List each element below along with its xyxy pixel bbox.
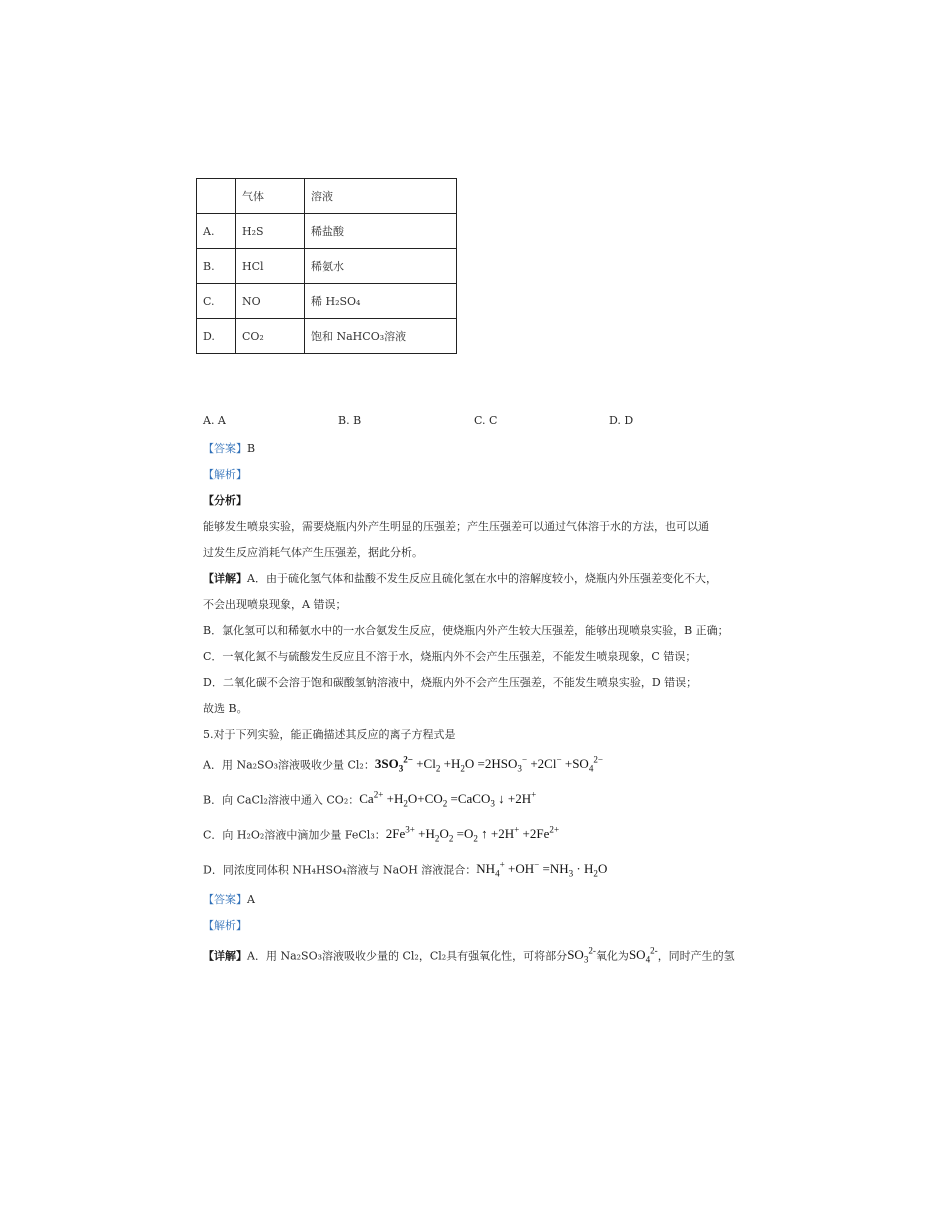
option-a-equation: $3SO_3^{2-} +Cl_2 +H_2O =2HSO_3^- +2Cl^- +SO_4^{2-}$	[374, 755, 604, 774]
q4-options	[203, 414, 763, 428]
table-cell-solution: 稀盐酸	[305, 214, 457, 249]
gas-solution-table	[196, 178, 457, 354]
answer-value: B	[247, 442, 256, 455]
table-row	[197, 214, 457, 249]
table-header-cell: 溶液	[305, 179, 457, 214]
detail-text-1: A．用 Na₂SO₃溶液吸收少量的 Cl₂，Cl₂具有强氧化性，可将部分	[247, 949, 568, 963]
table-header-cell: 气体	[236, 179, 305, 214]
table-cell-option: A.	[197, 214, 236, 249]
table-cell-solution: 稀 H₂SO₄	[305, 284, 457, 319]
answer-tag: 【答案】	[203, 893, 247, 906]
option-c: C. C	[474, 414, 498, 427]
table-cell-option: C.	[197, 284, 236, 319]
q5-stem: 5.对于下列实验，能正确描述其反应的离子方程式是	[203, 728, 456, 741]
option-c-text: C．向 H₂O₂溶液中滴加少量 FeCl₃：	[203, 828, 386, 842]
table-cell-gas: CO₂	[236, 319, 305, 354]
option-d: D. D	[609, 414, 634, 427]
detail-text-2: 氧化为	[595, 949, 629, 963]
q4-detail-c: C．一氧化氮不与硫酸发生反应且不溶于水，烧瓶内外不会产生压强差，不能发生喷泉现象，C 错误；	[203, 650, 697, 663]
table-row	[197, 319, 457, 354]
table-cell-option: D.	[197, 319, 236, 354]
q4-fenxi-line-1: 能够发生喷泉实验，需要烧瓶内外产生明显的压强差；产生压强差可以通过气体溶于水的方法，也可以通	[203, 520, 709, 533]
q5-option-d	[203, 860, 607, 879]
detail-tag: 【详解】	[203, 949, 247, 963]
q4-detail-b: B．氯化氢可以和稀氨水中的一水合氨发生反应，使烧瓶内外产生较大压强差，能够出现喷泉实验，B 正确；	[203, 624, 729, 637]
option-b: B. B	[338, 414, 362, 427]
q5-detail-a	[203, 946, 735, 965]
option-b-text: B．向 CaCl₂溶液中通入 CO₂：	[203, 793, 360, 807]
table-row	[197, 284, 457, 319]
option-d-equation: $NH_4^+ +OH^- =NH_3 \cdot H_2O$	[476, 860, 608, 879]
analysis-tag: 【解析】	[203, 468, 247, 481]
option-d-text: D．同浓度同体积 NH₄HSO₄溶液与 NaOH 溶液混合：	[203, 863, 477, 877]
q5-option-c	[203, 825, 559, 844]
option-a-text: A．用 Na₂SO₃溶液吸收少量 Cl₂：	[203, 758, 375, 772]
sulfate-ion: $SO_4^{2-}$	[628, 946, 658, 965]
option-a: A. A	[203, 414, 226, 427]
table-cell-solution: 饱和 NaHCO₃溶液	[305, 319, 457, 354]
table-header-row	[197, 179, 457, 214]
table-cell-option: B.	[197, 249, 236, 284]
q5-option-a	[203, 755, 603, 774]
table-cell-gas: H₂S	[236, 214, 305, 249]
table-cell-solution: 稀氨水	[305, 249, 457, 284]
table-cell-gas: HCl	[236, 249, 305, 284]
table-row	[197, 249, 457, 284]
q4-answer	[203, 440, 255, 456]
q4-detail-a-line-2: 不会出现喷泉现象，A 错误；	[203, 598, 347, 611]
analysis-tag: 【解析】	[203, 919, 247, 932]
detail-tag: 【详解】	[203, 572, 247, 585]
q5-option-b	[203, 790, 536, 809]
sulfite-ion: $SO_3^{2-}$	[567, 946, 596, 965]
q4-fenxi-line-2: 过发生反应消耗气体产生压强差，据此分析。	[203, 546, 423, 559]
q4-fenxi-tag: 【分析】	[203, 494, 247, 507]
option-b-equation: $Ca^{2+} +H_2O+CO_2$ =CaCO$_3$ ↓ +2H+	[359, 790, 537, 809]
q5-answer	[203, 891, 255, 907]
detail-text: A．由于硫化氢气体和盐酸不发生反应且硫化氢在水中的溶解度较小，烧瓶内外压强差变化不大，	[247, 572, 717, 585]
q4-conclusion: 故选 B。	[203, 702, 248, 715]
q4-detail-a-line-1	[203, 570, 717, 586]
q4-analysis-tag	[203, 466, 247, 482]
table-cell-gas: NO	[236, 284, 305, 319]
q5-analysis-tag	[203, 917, 247, 933]
answer-value: A	[247, 893, 255, 906]
detail-text-3: ，同时产生的氢	[657, 949, 735, 963]
q4-detail-d: D．二氧化碳不会溶于饱和碳酸氢钠溶液中，烧瓶内外不会产生压强差，不能发生喷泉实验，D 错误；	[203, 676, 698, 689]
option-c-equation: $2Fe^{3+} +H_2O_2 =O_2$ ↑ $+2H^+ +2Fe^{2+}$	[385, 825, 560, 844]
table-header-cell	[197, 179, 236, 214]
answer-tag: 【答案】	[203, 442, 247, 455]
